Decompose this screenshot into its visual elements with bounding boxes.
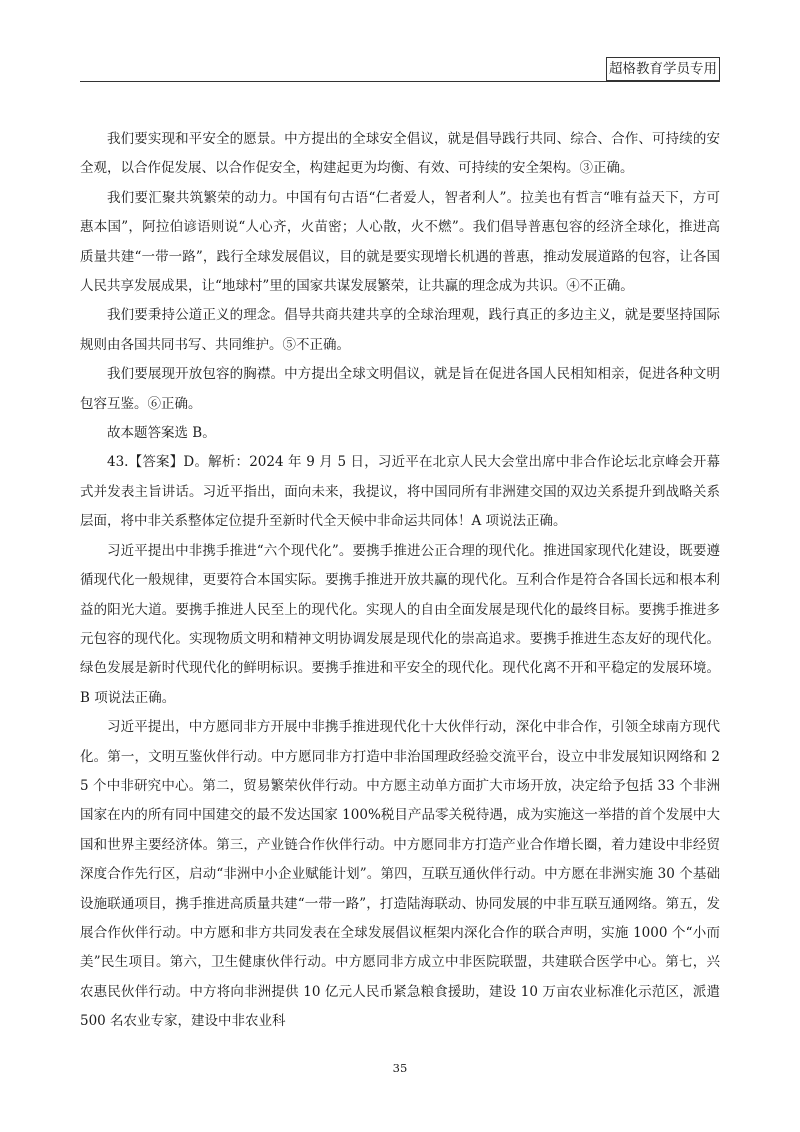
paragraph: 我们要汇聚共筑繁荣的动力。中国有句古语“仁者爱人，智者利人”。拉美也有哲言“唯有益天下，方可惠本国”，阿拉伯谚语则说“人心齐，火苗密；人心散，火不燃”。我们倡导普惠包容的经济全球化，推进高质量共建“一带一路”，践行全球发展倡议，目的就是要实现增长机遇的普惠，推动发展道路的包容，让各国人民共享发展成果，让“地球村”里的国家共谋发展繁荣，让共赢的理念成为共识。④不正确。 [80, 189, 720, 295]
page-number: 35 [392, 1061, 408, 1075]
paragraph: 我们要秉持公道正义的理念。倡导共商共建共享的全球治理观，践行真正的多边主义，就是要坚持国际规则由各国共同书写、共同维护。⑤不正确。 [80, 307, 720, 353]
header-divider [80, 81, 720, 82]
paragraph: 习近平提出，中方愿同非方开展中非携手推进现代化十大伙伴行动，深化中非合作，引领全球南方现代化。第一，文明互鉴伙伴行动。中方愿同非方打造中非治国理政经验交流平台，设立中非发展知识网络和 25 个中非研究中心。第二，贸易繁荣伙伴行动。中方愿主动单方面扩大市场开放，决定给予包括 33 个非洲国家在内的所有同中国建交的最不发达国家 100%税目产品零关税待遇，成为实施这一举措的首个发展中大国和世界主要经济体。第三，产业链合作伙伴行动。中方愿同非方打造产业合作增长圈，着力建设中非经贸深度合作先行区，启动“非洲中小企业赋能计划”。第四，互联互通伙伴行动。中方愿在非洲实施 30 个基础设施联通项目，携手推进高质量共建“一带一路”，打造陆海联动、协同发展的中非互联互通网络。第五，发展合作伙伴行动。中方愿和非方共同发表在全球发展倡议框架内深化合作的联合声明，实施 1000 个“小而美”民生项目。第六，卫生健康伙伴行动。中方愿同非方成立中非医院联盟，共建联合医学中心。第七，兴农惠民伙伴行动。中方将向非洲提供 10 亿元人民币紧急粮食援助，建设 10 万亩农业标准化示范区，派遣 500 名农业专家，建设中非农业科 [80, 719, 720, 1030]
paragraph: 我们要展现开放包容的胸襟。中方提出全球文明倡议，就是旨在促进各国人民相知相亲，促进各种文明包容互鉴。⑥正确。 [80, 366, 720, 412]
paragraph: 习近平提出中非携手推进“六个现代化”。要携手推进公正合理的现代化。推进国家现代化建设，既要遵循现代化一般规律，更要符合本国实际。要携手推进开放共赢的现代化。互利合作是符合各国长远和根本利益的阳光大道。要携手推进人民至上的现代化。实现人的自由全面发展是现代化的最终目标。要携手推进多元包容的现代化。实现物质文明和精神文明协调发展是现代化的崇高追求。要携手推进生态友好的现代化。绿色发展是新时代现代化的鲜明标识。要携手推进和平安全的现代化。现代化离不开和平稳定的发展环境。B 项说法正确。 [80, 542, 720, 706]
header-label: 超格教育学员专用 [606, 57, 720, 81]
paragraph: 我们要实现和平安全的愿景。中方提出的全球安全倡议，就是倡导践行共同、综合、合作、可持续的安全观，以合作促发展、以合作促安全，构建起更为均衡、有效、可持续的安全架构。③正确。 [80, 131, 720, 177]
document-body [80, 125, 720, 1037]
question-43-answer: 43.【答案】D。解析：2024 年 9 月 5 日，习近平在北京人民大会堂出席中非合作论坛北京峰会开幕式并发表主旨讲话。习近平指出，面向未来，我提议，将中国同所有非洲建交国的双边关系提升到战略关系层面，将中非关系整体定位提升至新时代全天候中非命运共同体！A 项说法正确。 [80, 454, 720, 530]
answer-conclusion: 故本题答案选 B。 [107, 425, 216, 442]
